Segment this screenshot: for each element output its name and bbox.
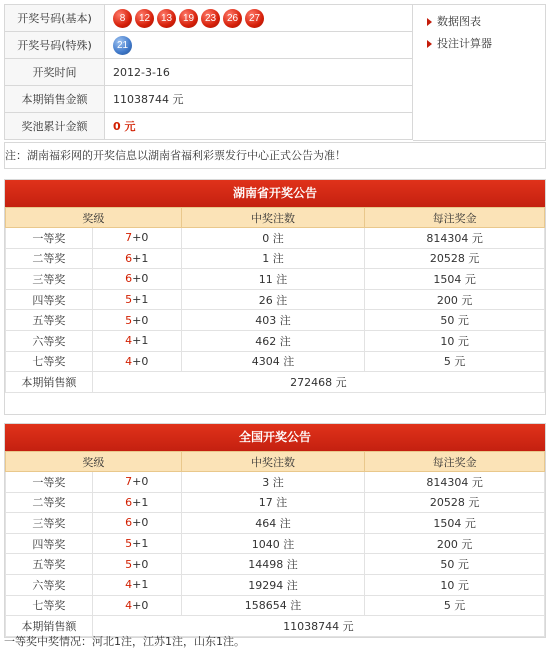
number-ball: 23 [201,9,220,28]
number-ball: 27 [245,9,264,28]
winner-count: 1040 注 [181,533,365,554]
draw-date: 2012-3-16 [105,59,413,86]
arrow-right-icon [427,18,432,26]
table-row [6,595,545,616]
bet-calculator-link[interactable] [413,33,545,55]
table-row [6,248,545,269]
winner-count: 17 注 [181,492,365,513]
bet-calculator-link-label: 投注计算器 [437,37,492,50]
match-rule: 6+1 [92,492,181,513]
match-rule: 6+1 [92,248,181,269]
national-prize-table [5,451,545,637]
winner-count: 26 注 [181,289,365,310]
match-rule: 4+0 [92,351,181,372]
side-links [413,4,546,141]
match-rule: 6+0 [92,269,181,290]
header-level: 奖级 [6,452,182,472]
provincial-prize-panel [4,179,546,415]
prize-level: 五等奖 [6,554,93,575]
sales-label: 本期销售额 [6,372,93,393]
sales-label: 本期销售额 [6,616,93,637]
prize-level: 一等奖 [6,228,93,249]
match-rule: 4+1 [92,330,181,351]
jackpot-pool: 0 元 [105,113,413,140]
match-rule: 5+0 [92,554,181,575]
data-chart-link[interactable] [413,11,545,33]
draw-info-table [4,4,413,140]
winner-count: 403 注 [181,310,365,331]
winner-count: 462 注 [181,330,365,351]
table-row [6,513,545,534]
winner-count: 11 注 [181,269,365,290]
prize-level: 三等奖 [6,269,93,290]
table-row [6,310,545,331]
number-ball: 12 [135,9,154,28]
match-rule: 5+1 [92,289,181,310]
match-rule: 6+0 [92,513,181,534]
prize-level: 六等奖 [6,330,93,351]
provincial-title: 湖南省开奖公告 [5,180,545,207]
jackpot-pool-label: 奖池累计金额 [5,113,105,140]
first-prize-winners-note: 一等奖中奖情况：河北1注，江苏1注，山东1注。 [4,635,245,648]
header-count: 中奖注数 [181,208,365,228]
sales-amount-label: 本期销售金额 [5,86,105,113]
match-rule: 5+0 [92,310,181,331]
special-ball: 21 [113,36,132,55]
sales-row [6,616,545,637]
header-count: 中奖注数 [181,452,365,472]
table-row [6,269,545,290]
table-row [6,492,545,513]
winner-count: 464 注 [181,513,365,534]
prize-amount: 20528 元 [365,248,545,269]
header-prize: 每注奖金 [365,208,545,228]
number-ball: 8 [113,9,132,28]
winner-count: 4304 注 [181,351,365,372]
number-ball: 19 [179,9,198,28]
data-chart-link-label: 数据图表 [437,15,481,28]
prize-amount: 50 元 [365,554,545,575]
match-rule: 4+0 [92,595,181,616]
number-ball: 13 [157,9,176,28]
prize-amount: 5 元 [365,351,545,372]
table-row [6,351,545,372]
match-rule: 7+0 [92,472,181,493]
prize-level: 二等奖 [6,248,93,269]
provincial-prize-table [5,207,545,393]
prize-level: 三等奖 [6,513,93,534]
winner-count: 14498 注 [181,554,365,575]
prize-level: 一等奖 [6,472,93,493]
winner-count: 3 注 [181,472,365,493]
winner-count: 0 注 [181,228,365,249]
prize-amount: 10 元 [365,330,545,351]
table-row [6,228,545,249]
winner-count: 1 注 [181,248,365,269]
table-row [6,574,545,595]
prize-level: 六等奖 [6,574,93,595]
number-ball: 26 [223,9,242,28]
sales-value: 11038744 元 [92,616,544,637]
national-title: 全国开奖公告 [5,424,545,451]
table-row [6,554,545,575]
prize-level: 四等奖 [6,289,93,310]
basic-numbers-label: 开奖号码(基本) [5,5,105,32]
prize-level: 二等奖 [6,492,93,513]
national-prize-panel [4,423,546,638]
prize-amount: 50 元 [365,310,545,331]
prize-amount: 10 元 [365,574,545,595]
header-level: 奖级 [6,208,182,228]
winner-count: 19294 注 [181,574,365,595]
special-number-label: 开奖号码(特殊) [5,32,105,59]
arrow-right-icon [427,40,432,48]
prize-amount: 1504 元 [365,513,545,534]
prize-level: 五等奖 [6,310,93,331]
draw-info-panel [0,0,550,162]
prize-level: 七等奖 [6,595,93,616]
basic-numbers [105,5,413,32]
table-spacer [5,393,545,414]
match-rule: 7+0 [92,228,181,249]
match-rule: 5+1 [92,533,181,554]
prize-amount: 200 元 [365,289,545,310]
match-rule: 4+1 [92,574,181,595]
table-row [6,330,545,351]
prize-amount: 814304 元 [365,472,545,493]
sales-amount: 11038744 元 [105,86,413,113]
prize-amount: 1504 元 [365,269,545,290]
prize-amount: 5 元 [365,595,545,616]
special-number [105,32,413,59]
winner-count: 158654 注 [181,595,365,616]
prize-amount: 200 元 [365,533,545,554]
prize-level: 四等奖 [6,533,93,554]
table-row [6,472,545,493]
table-row [6,533,545,554]
disclaimer-note: 注：湖南福彩网的开奖信息以湖南省福利彩票发行中心正式公告为准！ [4,142,546,169]
sales-row [6,372,545,393]
header-prize: 每注奖金 [365,452,545,472]
prize-amount: 20528 元 [365,492,545,513]
draw-date-label: 开奖时间 [5,59,105,86]
sales-value: 272468 元 [92,372,544,393]
prize-level: 七等奖 [6,351,93,372]
prize-amount: 814304 元 [365,228,545,249]
table-row [6,289,545,310]
